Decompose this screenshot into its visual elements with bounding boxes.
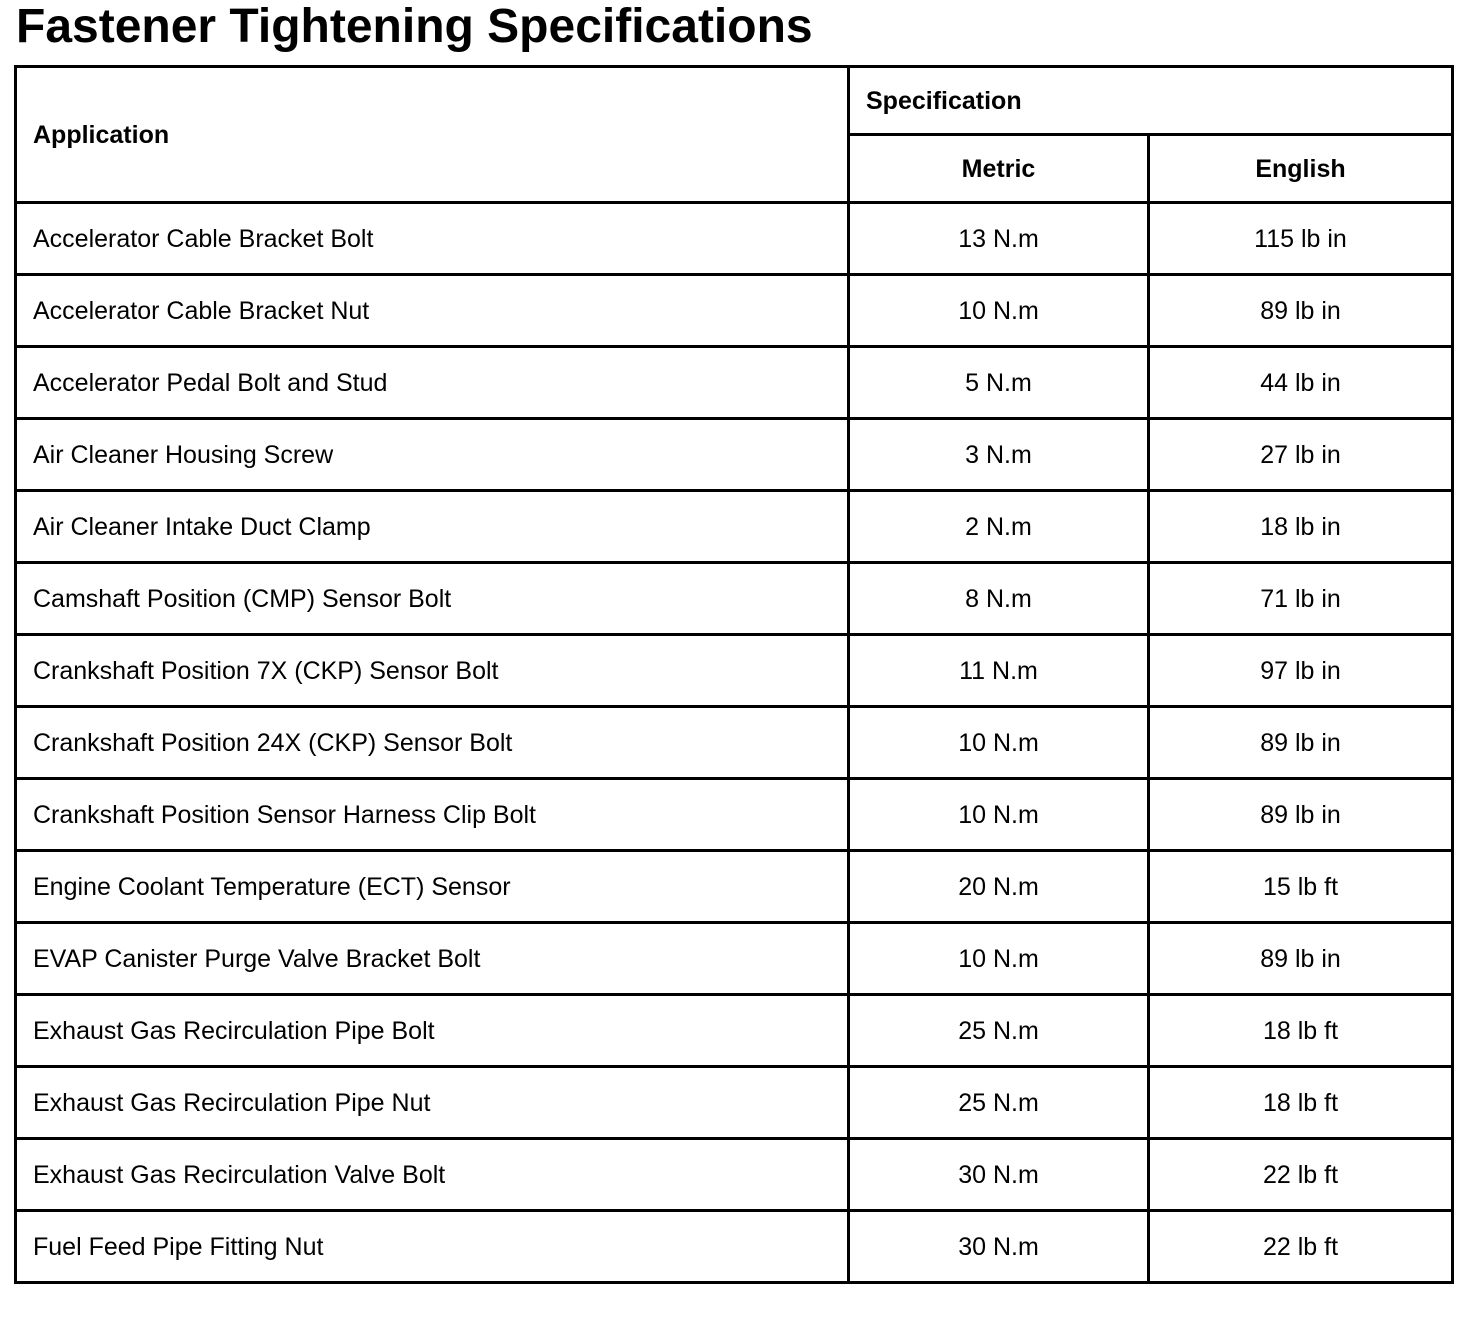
table-row	[16, 635, 1453, 707]
cell-metric: 11 N.m	[849, 635, 1149, 707]
table-row	[16, 275, 1453, 347]
cell-metric: 10 N.m	[849, 275, 1149, 347]
cell-metric: 25 N.m	[849, 1067, 1149, 1139]
cell-metric: 8 N.m	[849, 563, 1149, 635]
cell-metric: 5 N.m	[849, 347, 1149, 419]
cell-english: 22 lb ft	[1149, 1211, 1453, 1283]
cell-application: Crankshaft Position 24X (CKP) Sensor Bolt	[16, 707, 849, 779]
cell-metric: 2 N.m	[849, 491, 1149, 563]
table-row	[16, 491, 1453, 563]
cell-english: 18 lb ft	[1149, 995, 1453, 1067]
table-row	[16, 347, 1453, 419]
table-row	[16, 419, 1453, 491]
cell-english: 89 lb in	[1149, 923, 1453, 995]
cell-application: EVAP Canister Purge Valve Bracket Bolt	[16, 923, 849, 995]
cell-application: Accelerator Cable Bracket Bolt	[16, 203, 849, 275]
cell-metric: 10 N.m	[849, 707, 1149, 779]
cell-english: 22 lb ft	[1149, 1139, 1453, 1211]
cell-metric: 25 N.m	[849, 995, 1149, 1067]
cell-application: Air Cleaner Intake Duct Clamp	[16, 491, 849, 563]
cell-metric: 10 N.m	[849, 923, 1149, 995]
page-title: Fastener Tightening Specifications	[16, 0, 813, 53]
table-row	[16, 851, 1453, 923]
table-row	[16, 923, 1453, 995]
cell-application: Crankshaft Position 7X (CKP) Sensor Bolt	[16, 635, 849, 707]
cell-application: Crankshaft Position Sensor Harness Clip Bolt	[16, 779, 849, 851]
cell-application: Exhaust Gas Recirculation Pipe Bolt	[16, 995, 849, 1067]
cell-application: Accelerator Pedal Bolt and Stud	[16, 347, 849, 419]
header-row	[16, 67, 1453, 135]
table-row	[16, 1067, 1453, 1139]
cell-english: 44 lb in	[1149, 347, 1453, 419]
cell-metric: 13 N.m	[849, 203, 1149, 275]
cell-english: 18 lb ft	[1149, 1067, 1453, 1139]
cell-application: Accelerator Cable Bracket Nut	[16, 275, 849, 347]
cell-application: Fuel Feed Pipe Fitting Nut	[16, 1211, 849, 1283]
cell-english: 89 lb in	[1149, 275, 1453, 347]
table-row	[16, 1139, 1453, 1211]
cell-application: Exhaust Gas Recirculation Pipe Nut	[16, 1067, 849, 1139]
cell-english: 89 lb in	[1149, 779, 1453, 851]
cell-english: 18 lb in	[1149, 491, 1453, 563]
table-row	[16, 203, 1453, 275]
cell-english: 97 lb in	[1149, 635, 1453, 707]
table-row	[16, 995, 1453, 1067]
table-row	[16, 779, 1453, 851]
cell-english: 89 lb in	[1149, 707, 1453, 779]
fastener-spec-table	[14, 65, 1454, 1284]
table-body	[16, 203, 1453, 1283]
cell-metric: 30 N.m	[849, 1211, 1149, 1283]
table-row	[16, 707, 1453, 779]
cell-metric: 20 N.m	[849, 851, 1149, 923]
cell-english: 27 lb in	[1149, 419, 1453, 491]
header-english: English	[1149, 135, 1453, 203]
header-specification: Specification	[849, 67, 1453, 135]
cell-application: Air Cleaner Housing Screw	[16, 419, 849, 491]
table-header	[16, 67, 1453, 203]
cell-application: Camshaft Position (CMP) Sensor Bolt	[16, 563, 849, 635]
cell-metric: 10 N.m	[849, 779, 1149, 851]
cell-english: 71 lb in	[1149, 563, 1453, 635]
header-application: Application	[16, 67, 849, 203]
table-row	[16, 1211, 1453, 1283]
cell-application: Exhaust Gas Recirculation Valve Bolt	[16, 1139, 849, 1211]
cell-english: 15 lb ft	[1149, 851, 1453, 923]
cell-application: Engine Coolant Temperature (ECT) Sensor	[16, 851, 849, 923]
cell-metric: 30 N.m	[849, 1139, 1149, 1211]
cell-metric: 3 N.m	[849, 419, 1149, 491]
cell-english: 115 lb in	[1149, 203, 1453, 275]
header-metric: Metric	[849, 135, 1149, 203]
table-row	[16, 563, 1453, 635]
